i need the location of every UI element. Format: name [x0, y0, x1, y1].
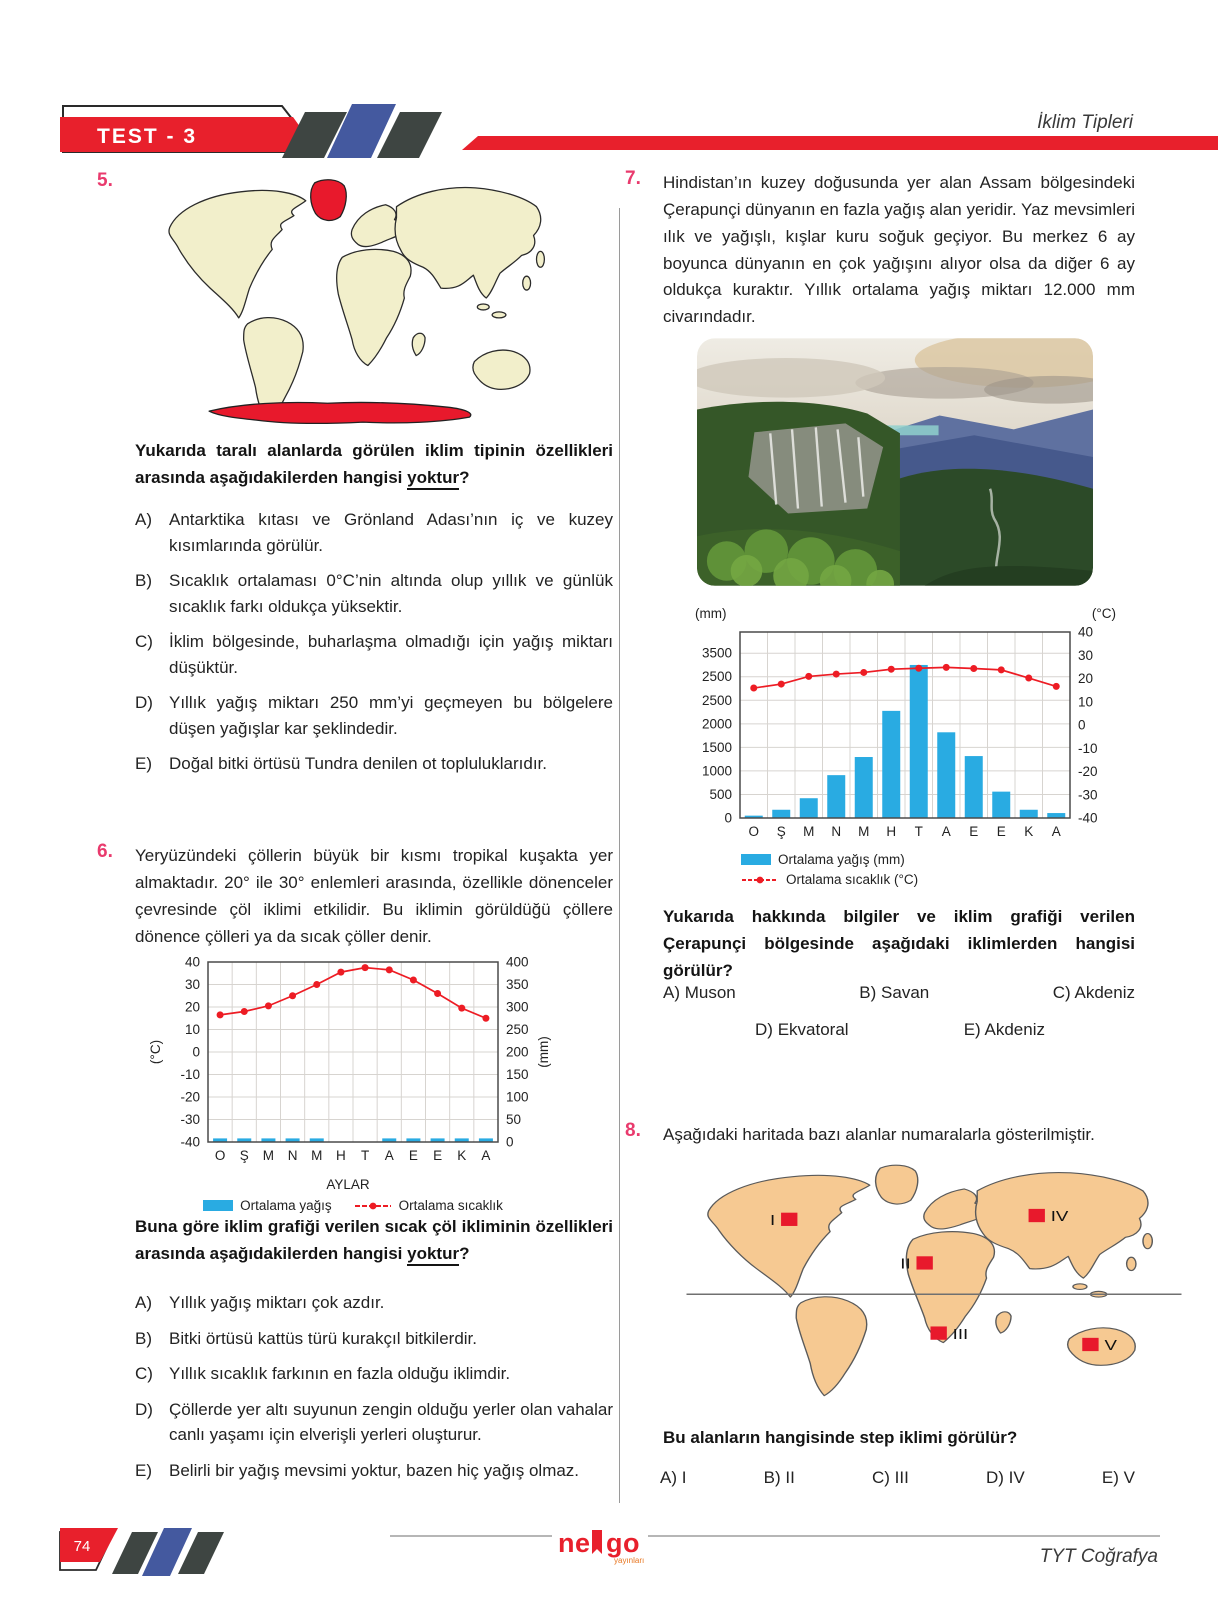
- q5-world-map: [148, 166, 572, 434]
- option-letter: C): [135, 1364, 153, 1383]
- map-label-4: IV: [1050, 1207, 1069, 1225]
- svg-text:Ş: Ş: [239, 1148, 249, 1163]
- japan: [1143, 1234, 1152, 1249]
- svg-text:T: T: [360, 1148, 370, 1163]
- island: [492, 312, 506, 318]
- svg-text:A: A: [384, 1148, 394, 1163]
- svg-text:K: K: [1024, 824, 1034, 839]
- svg-text:E: E: [408, 1148, 418, 1163]
- q8-option-c: [872, 1468, 909, 1488]
- header-decoration: [0, 0, 1218, 170]
- option-letter: D): [755, 1020, 773, 1039]
- svg-text:(°C): (°C): [148, 1039, 163, 1065]
- svg-text:Ş: Ş: [776, 824, 786, 839]
- q7-option-d: [755, 1020, 849, 1040]
- svg-text:(°C): (°C): [1091, 606, 1116, 621]
- australia: [1068, 1328, 1136, 1365]
- option-letter: B): [135, 1328, 152, 1348]
- q7-chart-legend: [741, 852, 1135, 887]
- asia: [395, 188, 541, 299]
- q7-climate-chart: [665, 596, 1135, 887]
- option-letter: A): [660, 1468, 677, 1487]
- q6-option-d: [135, 1397, 613, 1448]
- svg-text:0: 0: [192, 1044, 200, 1060]
- option-letter: E): [963, 1020, 981, 1039]
- option-letter: B): [135, 571, 152, 590]
- line-swatch-icon: [354, 1201, 392, 1211]
- svg-text:10: 10: [184, 1022, 200, 1037]
- svg-text:-10: -10: [1078, 740, 1098, 756]
- option-letter: A): [135, 510, 152, 529]
- svg-text:O: O: [214, 1148, 226, 1163]
- option-letter: E): [135, 754, 152, 773]
- svg-text:0: 0: [1078, 717, 1086, 733]
- option-letter: A): [135, 1293, 152, 1312]
- marker-square-1: [781, 1213, 797, 1226]
- svg-text:500: 500: [709, 786, 732, 802]
- asia: [976, 1173, 1148, 1279]
- africa: [337, 249, 411, 365]
- q8-question: Bu alanların hangisinde step iklimi görülür?: [663, 1428, 1018, 1447]
- svg-text:0: 0: [506, 1134, 514, 1150]
- q7-options-row1: [663, 983, 1135, 1003]
- option-letter: D): [985, 1468, 1004, 1487]
- header-red-rule: [462, 136, 1218, 150]
- legend-temp: [354, 1198, 503, 1213]
- map-label-3: III: [952, 1325, 969, 1343]
- line-swatch-icon: [741, 875, 779, 885]
- q5-option-a: [135, 507, 613, 558]
- svg-text:E: E: [996, 824, 1006, 839]
- svg-text:E: E: [969, 824, 979, 839]
- q7-option-e: [964, 1020, 1045, 1040]
- q6-chart-legend: [133, 1198, 573, 1213]
- svg-text:1500: 1500: [701, 739, 732, 755]
- svg-text:-20: -20: [1078, 764, 1098, 779]
- map-label-2: II: [900, 1255, 911, 1273]
- option-letter: C): [1052, 983, 1071, 1002]
- option-text: Yıllık yağış miktarı 250 mm’yi geçmeyen bu bölgelere düşen yağışlar kar şeklindedir.: [169, 693, 613, 738]
- svg-text:350: 350: [506, 977, 529, 992]
- option-letter: E): [1101, 1468, 1119, 1487]
- svg-text:20: 20: [1078, 671, 1094, 686]
- svg-text:1000: 1000: [701, 763, 732, 779]
- option-letter: C): [135, 632, 153, 651]
- greenland: [876, 1165, 918, 1204]
- madagascar: [412, 333, 425, 355]
- q5-option-c: [135, 629, 613, 680]
- legend-temp-label: Ortalama sıcaklık (°C): [786, 872, 919, 887]
- bar-swatch-icon: [741, 854, 771, 865]
- svg-text:-40: -40: [180, 1134, 200, 1150]
- brand-book-icon: [592, 1530, 602, 1554]
- svg-text:A: A: [1051, 824, 1061, 839]
- q7-number: 7.: [625, 168, 641, 189]
- svg-text:250: 250: [506, 1022, 529, 1037]
- q7-chart-plot: [665, 596, 1135, 848]
- svg-text:M: M: [311, 1148, 323, 1163]
- svg-text:40: 40: [184, 954, 200, 970]
- svg-text:2000: 2000: [701, 716, 732, 732]
- svg-text:40: 40: [1078, 624, 1094, 640]
- marker-square-5: [1082, 1338, 1098, 1351]
- option-text: Bitki örtüsü kattüs türü kurakçıl bitkilerdir.: [169, 1328, 478, 1348]
- svg-text:2500: 2500: [701, 692, 732, 708]
- q7-option-b: [859, 983, 929, 1003]
- option-text: Yıllık yağış miktarı çok azdır.: [169, 1293, 385, 1312]
- svg-text:20: 20: [184, 999, 200, 1015]
- svg-text:-40: -40: [1078, 810, 1098, 826]
- option-letter: B): [859, 983, 877, 1002]
- q5-option-e: [135, 751, 613, 777]
- svg-text:-30: -30: [1078, 787, 1098, 803]
- svg-text:400: 400: [506, 954, 529, 970]
- q6-option-a: [135, 1290, 613, 1316]
- option-text: Antarktika kıtası ve Grönland Adası’nın iç ve kuzey kısımlarında görülür.: [169, 510, 613, 555]
- svg-text:M: M: [858, 824, 870, 839]
- svg-text:2500: 2500: [701, 669, 732, 685]
- option-letter: E): [135, 1460, 152, 1480]
- africa: [906, 1232, 994, 1343]
- q6-options: [135, 1290, 613, 1493]
- option-letter: C): [871, 1468, 890, 1487]
- q8-option-b: [764, 1468, 795, 1488]
- option-text: IV: [1008, 1468, 1025, 1487]
- q6-option-b: [135, 1326, 613, 1352]
- q5-number: 5.: [97, 170, 113, 191]
- q5-question: [135, 437, 613, 491]
- svg-text:200: 200: [506, 1044, 529, 1060]
- svg-text:N: N: [287, 1148, 298, 1163]
- option-text: Sıcaklık ortalaması 0°C’nin altında olup yıllık ve günlük sıcaklık farkı oldukça yüksektir.: [169, 571, 613, 616]
- bar-swatch-icon: [203, 1200, 233, 1211]
- footer-decoration: [0, 1522, 1218, 1607]
- q7-question: Yukarıda hakkında bilgiler ve iklim grafiği verilen Çerapunçi bölgesinde aşağıdaki iklimlerden hangisi görülür?: [663, 907, 1135, 981]
- svg-text:(mm): (mm): [536, 1036, 551, 1068]
- option-text: Doğal bitki örtüsü Tundra denilen ot topluluklarıdır.: [169, 754, 548, 773]
- svg-text:150: 150: [506, 1067, 529, 1082]
- option-letter: D): [135, 693, 153, 712]
- q8-option-a: [660, 1468, 686, 1488]
- q6-climate-chart: [133, 952, 573, 1213]
- brand-sub-label: yayınları: [614, 1556, 645, 1565]
- legend-precip-label: Ortalama yağış (mm): [778, 852, 905, 867]
- brand-logo-ne: ne: [558, 1528, 591, 1558]
- antarctica-highlight: [209, 402, 471, 423]
- option-text: İklim bölgesinde, buharlaşma olmadığı için yağış miktarı düşüktür.: [169, 632, 613, 677]
- marker-square-2: [916, 1256, 932, 1269]
- q5-question-text: Yukarıda taralı alanlarda görülen iklim tipinin özellikleri arasında aşağıdakilerden hangisi: [135, 441, 613, 488]
- column-divider: [619, 208, 620, 1503]
- option-text: I: [681, 1468, 687, 1487]
- q5-question-mark: ?: [459, 468, 470, 488]
- svg-text:N: N: [831, 824, 842, 839]
- marker-square-4: [1029, 1209, 1045, 1222]
- option-text: Savan: [881, 983, 930, 1002]
- brand-logo: [558, 1528, 644, 1565]
- svg-text:H: H: [336, 1148, 346, 1163]
- legend-precip-label: Ortalama yağış: [240, 1198, 332, 1213]
- q6-number: 6.: [97, 841, 113, 862]
- svg-text:100: 100: [506, 1089, 529, 1105]
- q6-text: Yeryüzündeki çöllerin büyük bir kısmı tropikal kuşakta yer almaktadır. 20° ile 30° enlemleri arasında, özellikle dönenceler çevresinde çöl iklimi etkilidir. Bu iklimin görüldüğü çöllere dönence çölleri ya da sıcak çöller denir.: [135, 846, 613, 946]
- q8-text: Aşağıdaki haritada bazı alanlar numaralarla gösterilmiştir.: [663, 1125, 1095, 1144]
- q8-number: 8.: [625, 1120, 641, 1141]
- q6-question-mark: ?: [459, 1244, 470, 1264]
- svg-text:(mm): (mm): [695, 606, 727, 621]
- svg-text:30: 30: [1078, 647, 1094, 663]
- cherrapunji-photo: [697, 338, 1093, 586]
- q8-option-e: [1102, 1468, 1135, 1488]
- legend-temp: [741, 872, 1135, 887]
- south-america: [796, 1297, 866, 1396]
- q5-options: [135, 507, 613, 787]
- option-text: Akdeniz: [1074, 983, 1135, 1002]
- north-america: [708, 1175, 870, 1297]
- option-text: II: [785, 1468, 795, 1487]
- option-text: Yıllık sıcaklık farkının en fazla olduğu iklimdir.: [169, 1364, 511, 1383]
- legend-precip: [741, 852, 1135, 867]
- legend-precip: [203, 1198, 332, 1213]
- q6-question-text: Buna göre iklim grafiği verilen sıcak çöl ikliminin özellikleri arasında aşağıdakilerden hangisi: [135, 1217, 613, 1264]
- svg-text:-10: -10: [180, 1067, 200, 1082]
- svg-text:-30: -30: [180, 1112, 200, 1127]
- brand-logo-go: go: [606, 1528, 640, 1558]
- q8-options: [660, 1468, 1135, 1488]
- page-topic: İklim Tipleri: [1037, 112, 1133, 133]
- option-text: V: [1123, 1468, 1135, 1487]
- svg-text:H: H: [886, 824, 897, 839]
- q5-question-underlined: yoktur: [407, 468, 459, 490]
- q6-question: [135, 1213, 613, 1267]
- option-text: Akdeniz: [984, 1020, 1045, 1039]
- option-letter: A): [663, 983, 680, 1002]
- north-america: [169, 190, 306, 317]
- svg-text:3500: 3500: [701, 645, 732, 661]
- option-text: Belirli bir yağış mevsimi yoktur, bazen hiç yağış olmaz.: [169, 1460, 580, 1480]
- option-text: Çöllerde yer altı suyunun zengin olduğu yerler olan vahalar canlı yaşamı için elverişli yerleri oluşturur.: [169, 1399, 613, 1444]
- test-label: TEST - 3: [97, 125, 198, 148]
- svg-text:M: M: [803, 824, 815, 839]
- q6-question-underlined: yoktur: [407, 1244, 459, 1266]
- map-label-5: V: [1104, 1336, 1117, 1354]
- q8-option-d: [986, 1468, 1025, 1488]
- svg-text:50: 50: [506, 1112, 522, 1127]
- option-text: Ekvatoral: [777, 1020, 849, 1039]
- svg-text:E: E: [433, 1148, 443, 1163]
- q7-text: Hindistan’ın kuzey doğusunda yer alan Assam bölgesindeki Çerapunçi dünyanın en fazla yağış alan yeridir. Yaz mevsimleri ılık ve yağışlı, kışlar kuru soğuk geçiyor. Bu merkez 6 ay boyunca dünyanın en çok yağışını alıyor olsa da diğer 6 ay oldukça kuraktır. Yıllık ortalama yağış miktarı 12.000 mm civarındadır.: [663, 173, 1135, 327]
- option-letter: D): [135, 1399, 153, 1419]
- svg-text:10: 10: [1078, 694, 1094, 710]
- option-letter: B): [763, 1468, 781, 1487]
- island: [1073, 1284, 1087, 1290]
- map-label-1: I: [770, 1211, 776, 1229]
- q7-option-a: [663, 983, 736, 1003]
- q6-chart-plot: [138, 952, 568, 1177]
- option-text: III: [894, 1468, 909, 1487]
- svg-text:A: A: [481, 1148, 491, 1163]
- svg-text:K: K: [457, 1148, 467, 1163]
- q7-options-row2: [755, 1020, 1045, 1040]
- island: [1127, 1257, 1136, 1270]
- svg-text:-20: -20: [180, 1089, 200, 1105]
- q8-world-map: [683, 1152, 1185, 1408]
- svg-text:30: 30: [184, 977, 200, 992]
- svg-text:300: 300: [506, 999, 529, 1015]
- marker-square-3: [930, 1326, 946, 1339]
- greenland-highlight: [311, 180, 347, 221]
- q6-chart-xlabel: AYLAR: [326, 1177, 370, 1192]
- q6-option-c: [135, 1361, 613, 1387]
- q5-option-d: [135, 690, 613, 741]
- q6-option-e: [135, 1458, 613, 1484]
- footer-book-title: TYT Coğrafya: [1039, 1546, 1158, 1567]
- australia: [473, 350, 530, 389]
- island: [523, 276, 531, 290]
- page-number: 74: [73, 1538, 91, 1555]
- svg-text:A: A: [941, 824, 951, 839]
- japan: [537, 251, 545, 267]
- island: [477, 304, 489, 310]
- svg-text:O: O: [748, 824, 760, 839]
- svg-text:M: M: [262, 1148, 275, 1163]
- q7-option-c: [1053, 983, 1135, 1003]
- q5-option-b: [135, 568, 613, 619]
- option-text: Muson: [684, 983, 736, 1002]
- svg-text:T: T: [914, 824, 923, 839]
- madagascar: [996, 1312, 1011, 1333]
- legend-temp-label: Ortalama sıcaklık: [398, 1198, 503, 1213]
- svg-text:0: 0: [724, 810, 732, 826]
